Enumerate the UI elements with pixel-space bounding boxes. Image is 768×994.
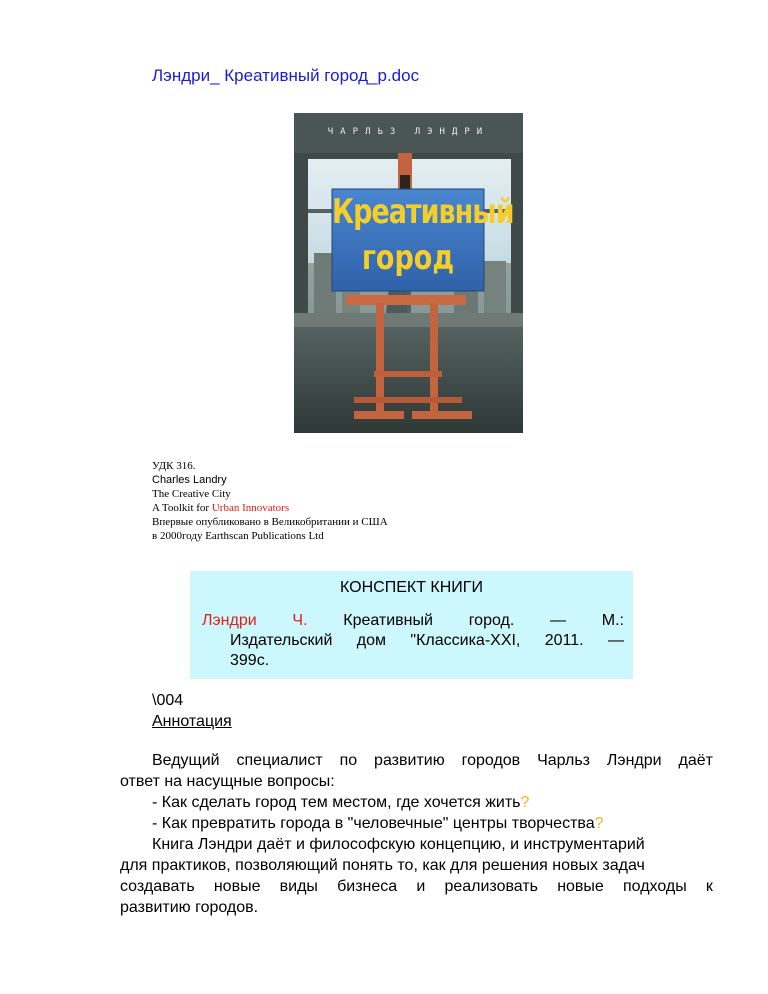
first-published-note: Впервые опубликовано в Великобритании и США [152,516,388,528]
citation-word: Издательский [230,632,333,649]
annotation-word: Ведущий [152,752,220,769]
subtitle-prefix: A Toolkit for [152,502,212,514]
citation-line-2 [202,631,624,651]
question-1 [120,792,713,813]
annotation-word: и [416,878,426,895]
question-mark: ? [520,794,530,811]
publisher-note: в 2000году Earthscan Publications Ltd [152,530,324,542]
original-author: Charles Landry [152,474,227,486]
citation-word: город. [468,612,515,629]
annotation-word: создавать [120,878,195,895]
summary-box [190,571,633,679]
document-filename-link[interactable]: Лэндри_ Креативный город_р.doc [152,66,420,85]
summary-title: КОНСПЕКТ КНИГИ [340,579,483,596]
annotation-word: к [705,878,713,895]
citation-word: М.: [601,612,624,629]
question-1-text: - Как сделать город тем местом, где хочется жить [152,794,521,811]
question-mark: ? [594,815,604,832]
original-title: The Creative City [152,488,231,500]
annotation-word: Лэндри [606,752,662,769]
citation-author-surname: Лэндри [202,612,257,629]
annotation-word: реализовать [444,878,539,895]
citation-word: 2011. [544,632,584,649]
citation-word: Креативный [343,612,433,629]
citation-line-3: 399с. [230,652,270,669]
annotation-word: городов [461,752,521,769]
cover-title-line1: Креативный [332,193,514,232]
citation-line-1 [202,611,624,631]
annotation-word: развитию [374,752,445,769]
annotation-word: бизнеса [337,878,398,895]
annotation-word: по [339,752,358,769]
section-code: \004 [152,692,184,709]
citation-word: — [550,612,567,629]
annotation-line: развитию городов. [120,899,259,916]
annotation-line [120,750,713,771]
book-cover-image [294,113,523,433]
question-2-text: - Как превратить города в "человечные" центры творчества [152,815,595,832]
udk-code: УДК 316. [152,460,196,472]
citation-word: дом [356,632,387,649]
annotation-word: новые [557,878,604,895]
original-subtitle [152,501,289,515]
annotation-word: специалист [236,752,323,769]
annotation-word: Чарльз [537,752,590,769]
annotation-word: даёт [678,752,713,769]
citation-word: "Классика-XXI, [410,632,521,649]
annotation-line: ответ на насущные вопросы: [120,773,335,790]
subtitle-highlight: Urban Innovators [211,502,290,514]
annotation-line: для практиков, позволяющий понять то, как для решения новых задач [120,857,645,874]
annotation-word: виды [279,878,318,895]
citation-author-initial: Ч. [292,612,308,629]
annotation-word: новые [213,878,261,895]
cover-title-line2: город [361,239,455,278]
annotation-text [120,750,713,918]
cover-author-band: ЧАРЛЬЗ ЛЭНДРИ [327,127,490,137]
question-2 [120,813,713,834]
annotation-heading: Аннотация [152,713,232,730]
annotation-word: подходы [623,878,687,895]
citation-word: — [607,632,624,649]
summary-citation [202,611,624,671]
annotation-line: Книга Лэндри даёт и философскую концепцию, и инструментарий [152,836,645,853]
annotation-line [120,876,713,897]
